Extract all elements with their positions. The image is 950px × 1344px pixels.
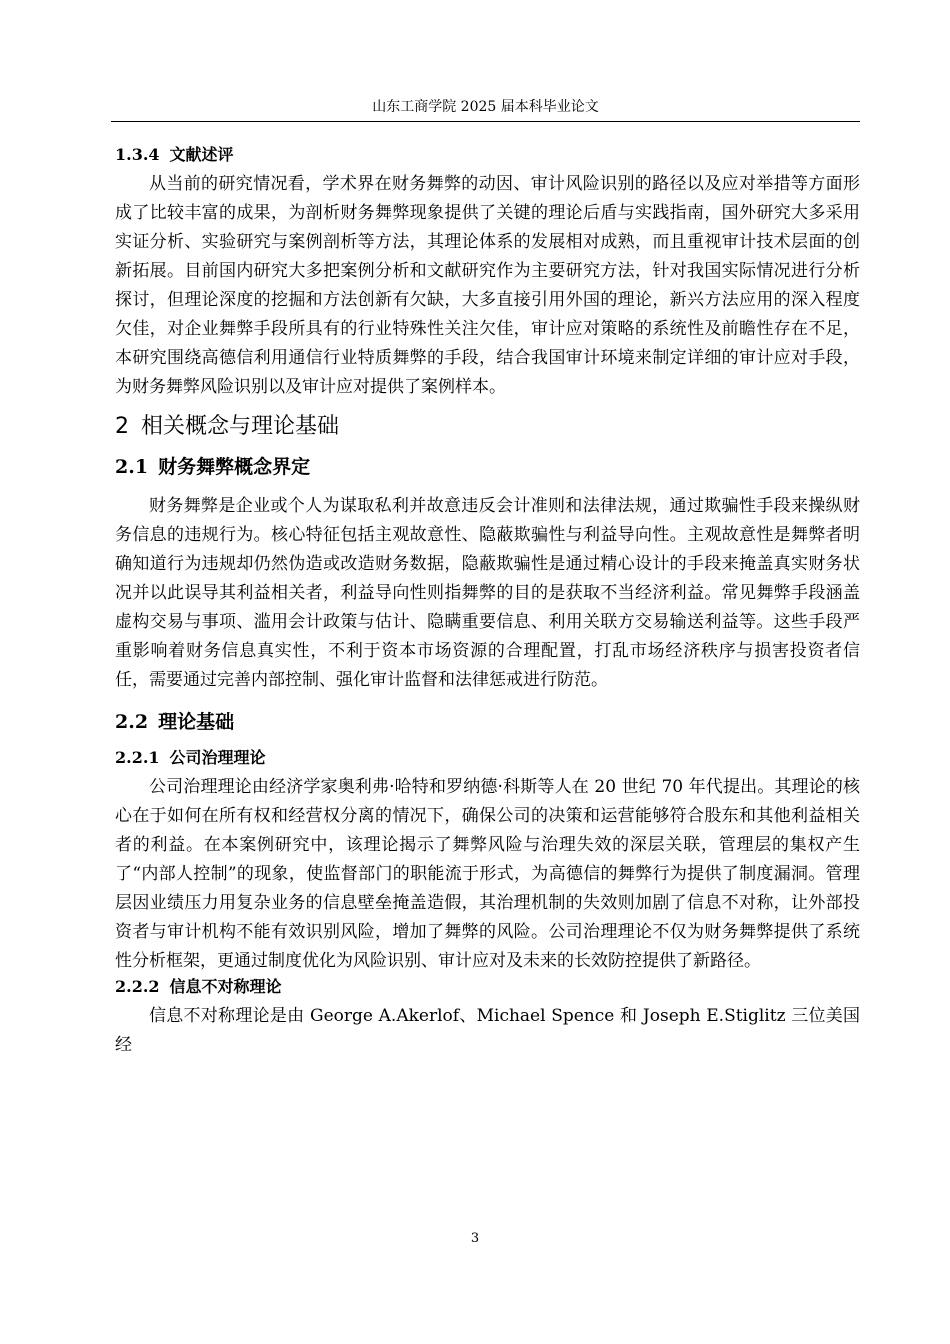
section-heading-2-1 [115,454,860,480]
section-number: 2.2 [115,711,149,733]
section-heading-2-2-2 [115,976,860,998]
section-heading-1-3-4 [115,144,860,166]
section-number: 2.2.1 [115,748,160,767]
section-title: 财务舞弊概念界定 [158,456,311,478]
chapter-title: 相关概念与理论基础 [141,414,340,439]
paragraph-information-asymmetry: 信息不对称理论是由 George A.Akerlof、Michael Spence 和 Joseph E.Stiglitz 三位美国经 [115,1006,860,1055]
section-number: 2.2.2 [115,977,160,996]
running-header: 山东工商学院 2025 届本科毕业论文 [372,99,599,115]
section-title: 公司治理理论 [169,748,266,767]
section-title: 信息不对称理论 [169,977,282,996]
header-divider [111,121,860,122]
section-number: 2.1 [115,456,149,478]
page-body [115,144,860,1060]
section-heading-2-2 [115,709,860,735]
section-title: 文献述评 [169,145,234,164]
section-number: 1.3.4 [115,145,160,164]
section-heading-2-2-1 [115,747,860,769]
page-number: 3 [470,1231,480,1246]
chapter-heading-2 [115,412,860,442]
section-title: 理论基础 [158,711,235,733]
paragraph-corporate-governance: 公司治理理论由经济学家奥利弗·哈特和罗纳德·科斯等人在 20 世纪 70 年代提出。其理论的核心在于如何在所有权和经营权分离的情况下，确保公司的决策和运营能够符合股东和其他利益相关者的利益。在本案例研究中，该理论揭示了舞弊风险与治理失效的深层关联，管理层的集权产生了“内部人控制”的现象，使监督部门的职能流于形式，为高德信的舞弊行为提供了制度漏洞。管理层因业绩压力用复杂业务的信息壁垒掩盖造假，其治理机制的失效则加剧了信息不对称，让外部投资者与审计机构不能有效识别风险，增加了舞弊的风险。公司治理理论不仅为财务舞弊提供了系统性分析框架，更通过制度优化为风险识别、审计应对及未来的长效防控提供了新路径。 [115,777,860,971]
chapter-number: 2 [115,414,129,439]
paragraph-literature-review: 从当前的研究情况看，学术界在财务舞弊的动因、审计风险识别的路径以及应对举措等方面形成了比较丰富的成果，为剖析财务舞弊现象提供了关键的理论后盾与实践指南，国外研究大多采用实证分析、实验研究与案例剖析等方法，其理论体系的发展相对成熟，而且重视审计技术层面的创新拓展。目前国内研究大多把案例分析和文献研究作为主要研究方法，针对我国实际情况进行分析探讨，但理论深度的挖掘和方法创新有欠缺，大多直接引用外国的理论，新兴方法应用的深入程度欠佳，对企业舞弊手段所具有的行业特殊性关注欠佳，审计应对策略的系统性及前瞻性存在不足，本研究围绕高德信利用通信行业特质舞弊的手段，结合我国审计环境来制定详细的审计应对手段，为财务舞弊风险识别以及审计应对提供了案例样本。 [115,174,860,397]
paragraph-fraud-definition: 财务舞弊是企业或个人为谋取私利并故意违反会计准则和法律法规，通过欺骗性手段来操纵财务信息的违规行为。核心特征包括主观故意性、隐蔽欺骗性与利益导向性。主观故意性是舞弊者明确知道行为违规却仍然伪造或改造财务数据，隐蔽欺骗性是通过精心设计的手段来掩盖真实财务状况并以此误导其利益相关者，利益导向性则指舞弊的目的是获取不当经济利益。常见舞弊手段涵盖虚构交易与事项、滥用会计政策与估计、隐瞒重要信息、利用关联方交易输送利益等。这些手段严重影响着财务信息真实性，不利于资本市场资源的合理配置，打乱市场经济秩序与损害投资者信任，需要通过完善内部控制、强化审计监督和法律惩戒进行防范。 [115,496,860,690]
